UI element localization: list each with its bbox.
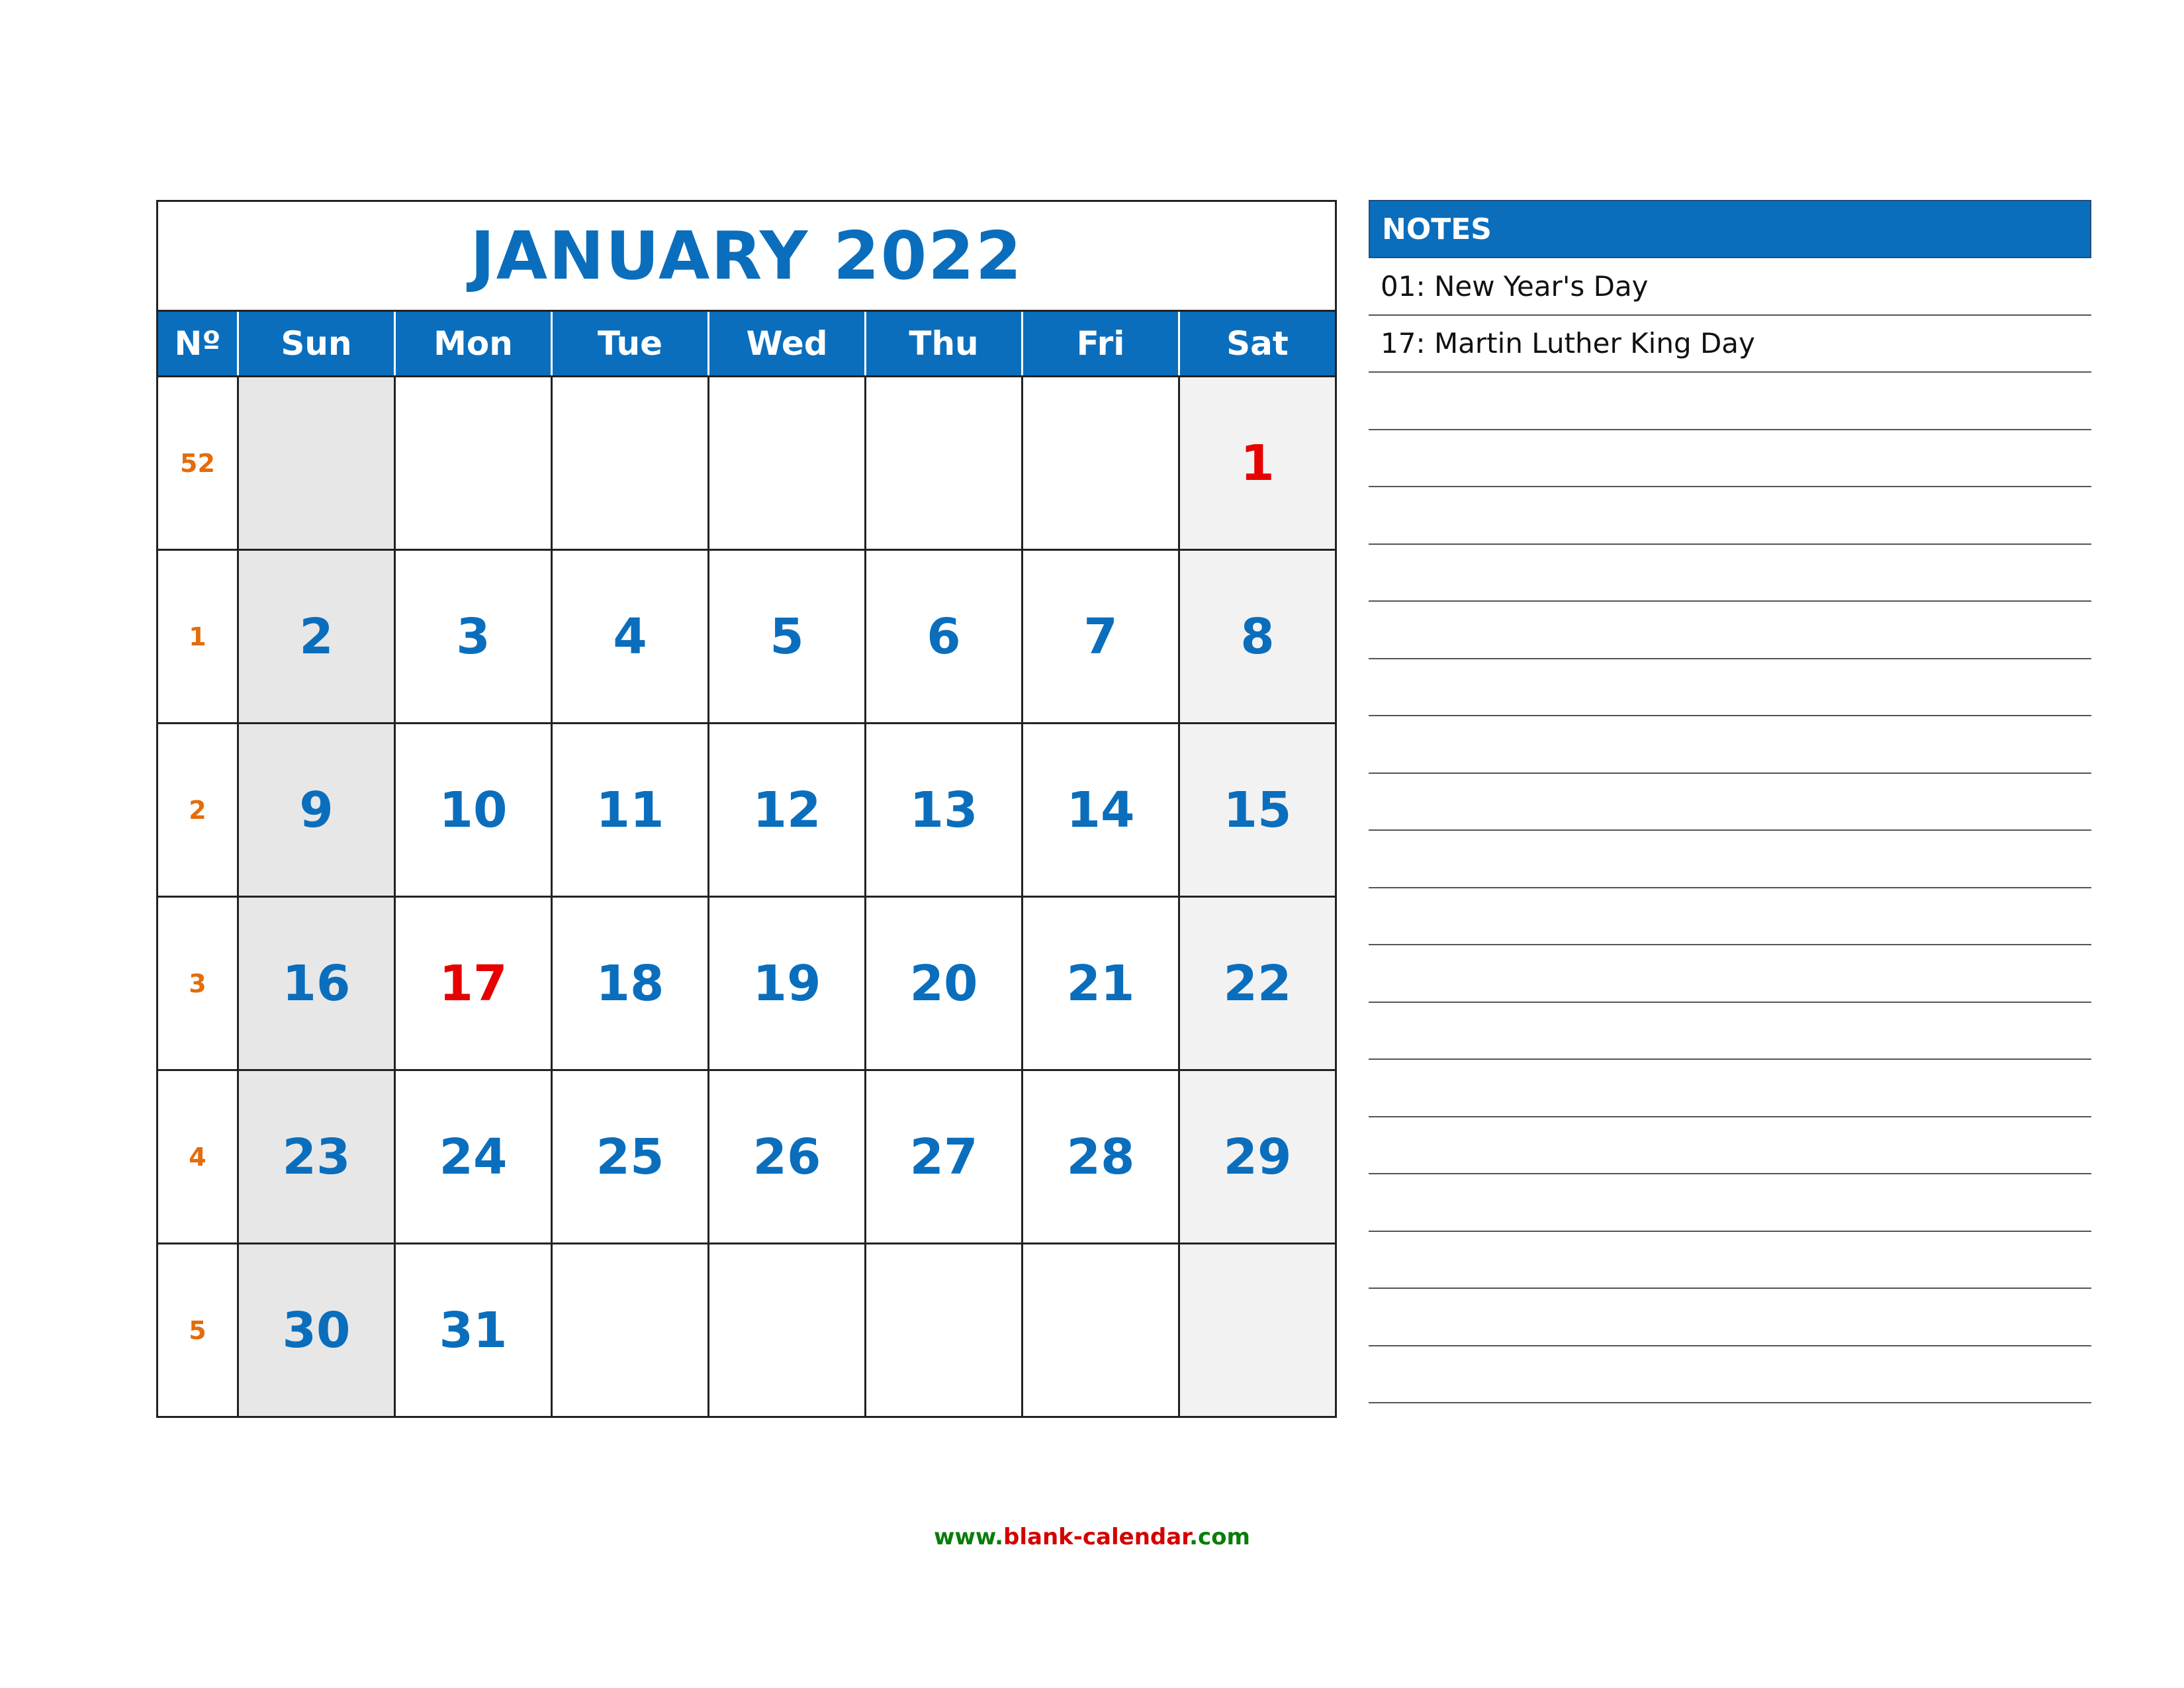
weekday-header: Mon	[394, 312, 551, 375]
week-number: 4	[158, 1069, 237, 1243]
day-cell: 25	[551, 1069, 707, 1243]
notes-title: NOTES	[1369, 200, 2091, 258]
day-cell: 28	[1021, 1069, 1178, 1243]
day-cell: 24	[394, 1069, 551, 1243]
note-blank-line	[1369, 659, 2091, 717]
empty-day-cell	[237, 375, 394, 549]
empty-day-cell	[1178, 1243, 1335, 1416]
website-footer	[0, 1524, 2184, 1550]
note-blank-line	[1369, 1174, 2091, 1232]
note-blank-line	[1369, 1289, 2091, 1346]
day-cell: 15	[1178, 722, 1335, 896]
day-cell: 29	[1178, 1069, 1335, 1243]
notes-panel	[1369, 200, 2091, 1403]
day-cell: 5	[707, 549, 864, 722]
day-cell: 11	[551, 722, 707, 896]
month-calendar	[156, 200, 1337, 1418]
footer-suffix: .com	[1189, 1524, 1250, 1550]
footer-prefix: www.	[934, 1524, 1004, 1550]
note-blank-line	[1369, 1003, 2091, 1060]
week-number: 52	[158, 375, 237, 549]
day-cell: 30	[237, 1243, 394, 1416]
day-cell: 16	[237, 896, 394, 1069]
empty-day-cell	[551, 375, 707, 549]
weekday-header: Thu	[864, 312, 1021, 375]
weekday-header: Sat	[1178, 312, 1335, 375]
note-blank-line	[1369, 430, 2091, 488]
day-cell: 26	[707, 1069, 864, 1243]
week-number: 3	[158, 896, 237, 1069]
empty-day-cell	[864, 375, 1021, 549]
empty-day-cell	[394, 375, 551, 549]
week-number: 1	[158, 549, 237, 722]
day-cell: 21	[1021, 896, 1178, 1069]
day-cell: 13	[864, 722, 1021, 896]
note-blank-line	[1369, 602, 2091, 659]
day-cell: 14	[1021, 722, 1178, 896]
note-entry: 01: New Year's Day	[1369, 258, 2091, 316]
note-blank-line	[1369, 487, 2091, 545]
empty-day-cell	[1021, 375, 1178, 549]
empty-day-cell	[551, 1243, 707, 1416]
note-blank-line	[1369, 774, 2091, 831]
note-blank-line	[1369, 373, 2091, 430]
day-cell: 1	[1178, 375, 1335, 549]
note-blank-line	[1369, 1346, 2091, 1404]
month-title: JANUARY 2022	[158, 202, 1335, 312]
empty-day-cell	[707, 1243, 864, 1416]
day-cell: 27	[864, 1069, 1021, 1243]
day-cell: 23	[237, 1069, 394, 1243]
day-cell: 17	[394, 896, 551, 1069]
note-blank-line	[1369, 831, 2091, 888]
week-number-header: Nº	[158, 312, 237, 375]
day-cell: 6	[864, 549, 1021, 722]
day-cell: 3	[394, 549, 551, 722]
day-cell: 4	[551, 549, 707, 722]
week-number: 2	[158, 722, 237, 896]
weekday-header: Tue	[551, 312, 707, 375]
footer-site: blank-calendar	[1003, 1524, 1190, 1550]
day-cell: 12	[707, 722, 864, 896]
empty-day-cell	[707, 375, 864, 549]
weekday-header: Fri	[1021, 312, 1178, 375]
empty-day-cell	[1021, 1243, 1178, 1416]
day-cell: 20	[864, 896, 1021, 1069]
day-cell: 7	[1021, 549, 1178, 722]
weekday-header: Sun	[237, 312, 394, 375]
day-cell: 18	[551, 896, 707, 1069]
note-blank-line	[1369, 716, 2091, 774]
day-cell: 2	[237, 549, 394, 722]
note-blank-line	[1369, 1117, 2091, 1175]
notes-lines	[1369, 258, 2091, 1403]
weekday-header: Wed	[707, 312, 864, 375]
empty-day-cell	[864, 1243, 1021, 1416]
day-cell: 9	[237, 722, 394, 896]
note-blank-line	[1369, 888, 2091, 946]
note-blank-line	[1369, 545, 2091, 602]
day-cell: 31	[394, 1243, 551, 1416]
week-number: 5	[158, 1243, 237, 1416]
day-cell: 10	[394, 722, 551, 896]
calendar-grid	[158, 312, 1335, 1416]
note-entry: 17: Martin Luther King Day	[1369, 316, 2091, 373]
day-cell: 22	[1178, 896, 1335, 1069]
note-blank-line	[1369, 1232, 2091, 1289]
note-blank-line	[1369, 1060, 2091, 1117]
day-cell: 19	[707, 896, 864, 1069]
note-blank-line	[1369, 945, 2091, 1003]
day-cell: 8	[1178, 549, 1335, 722]
